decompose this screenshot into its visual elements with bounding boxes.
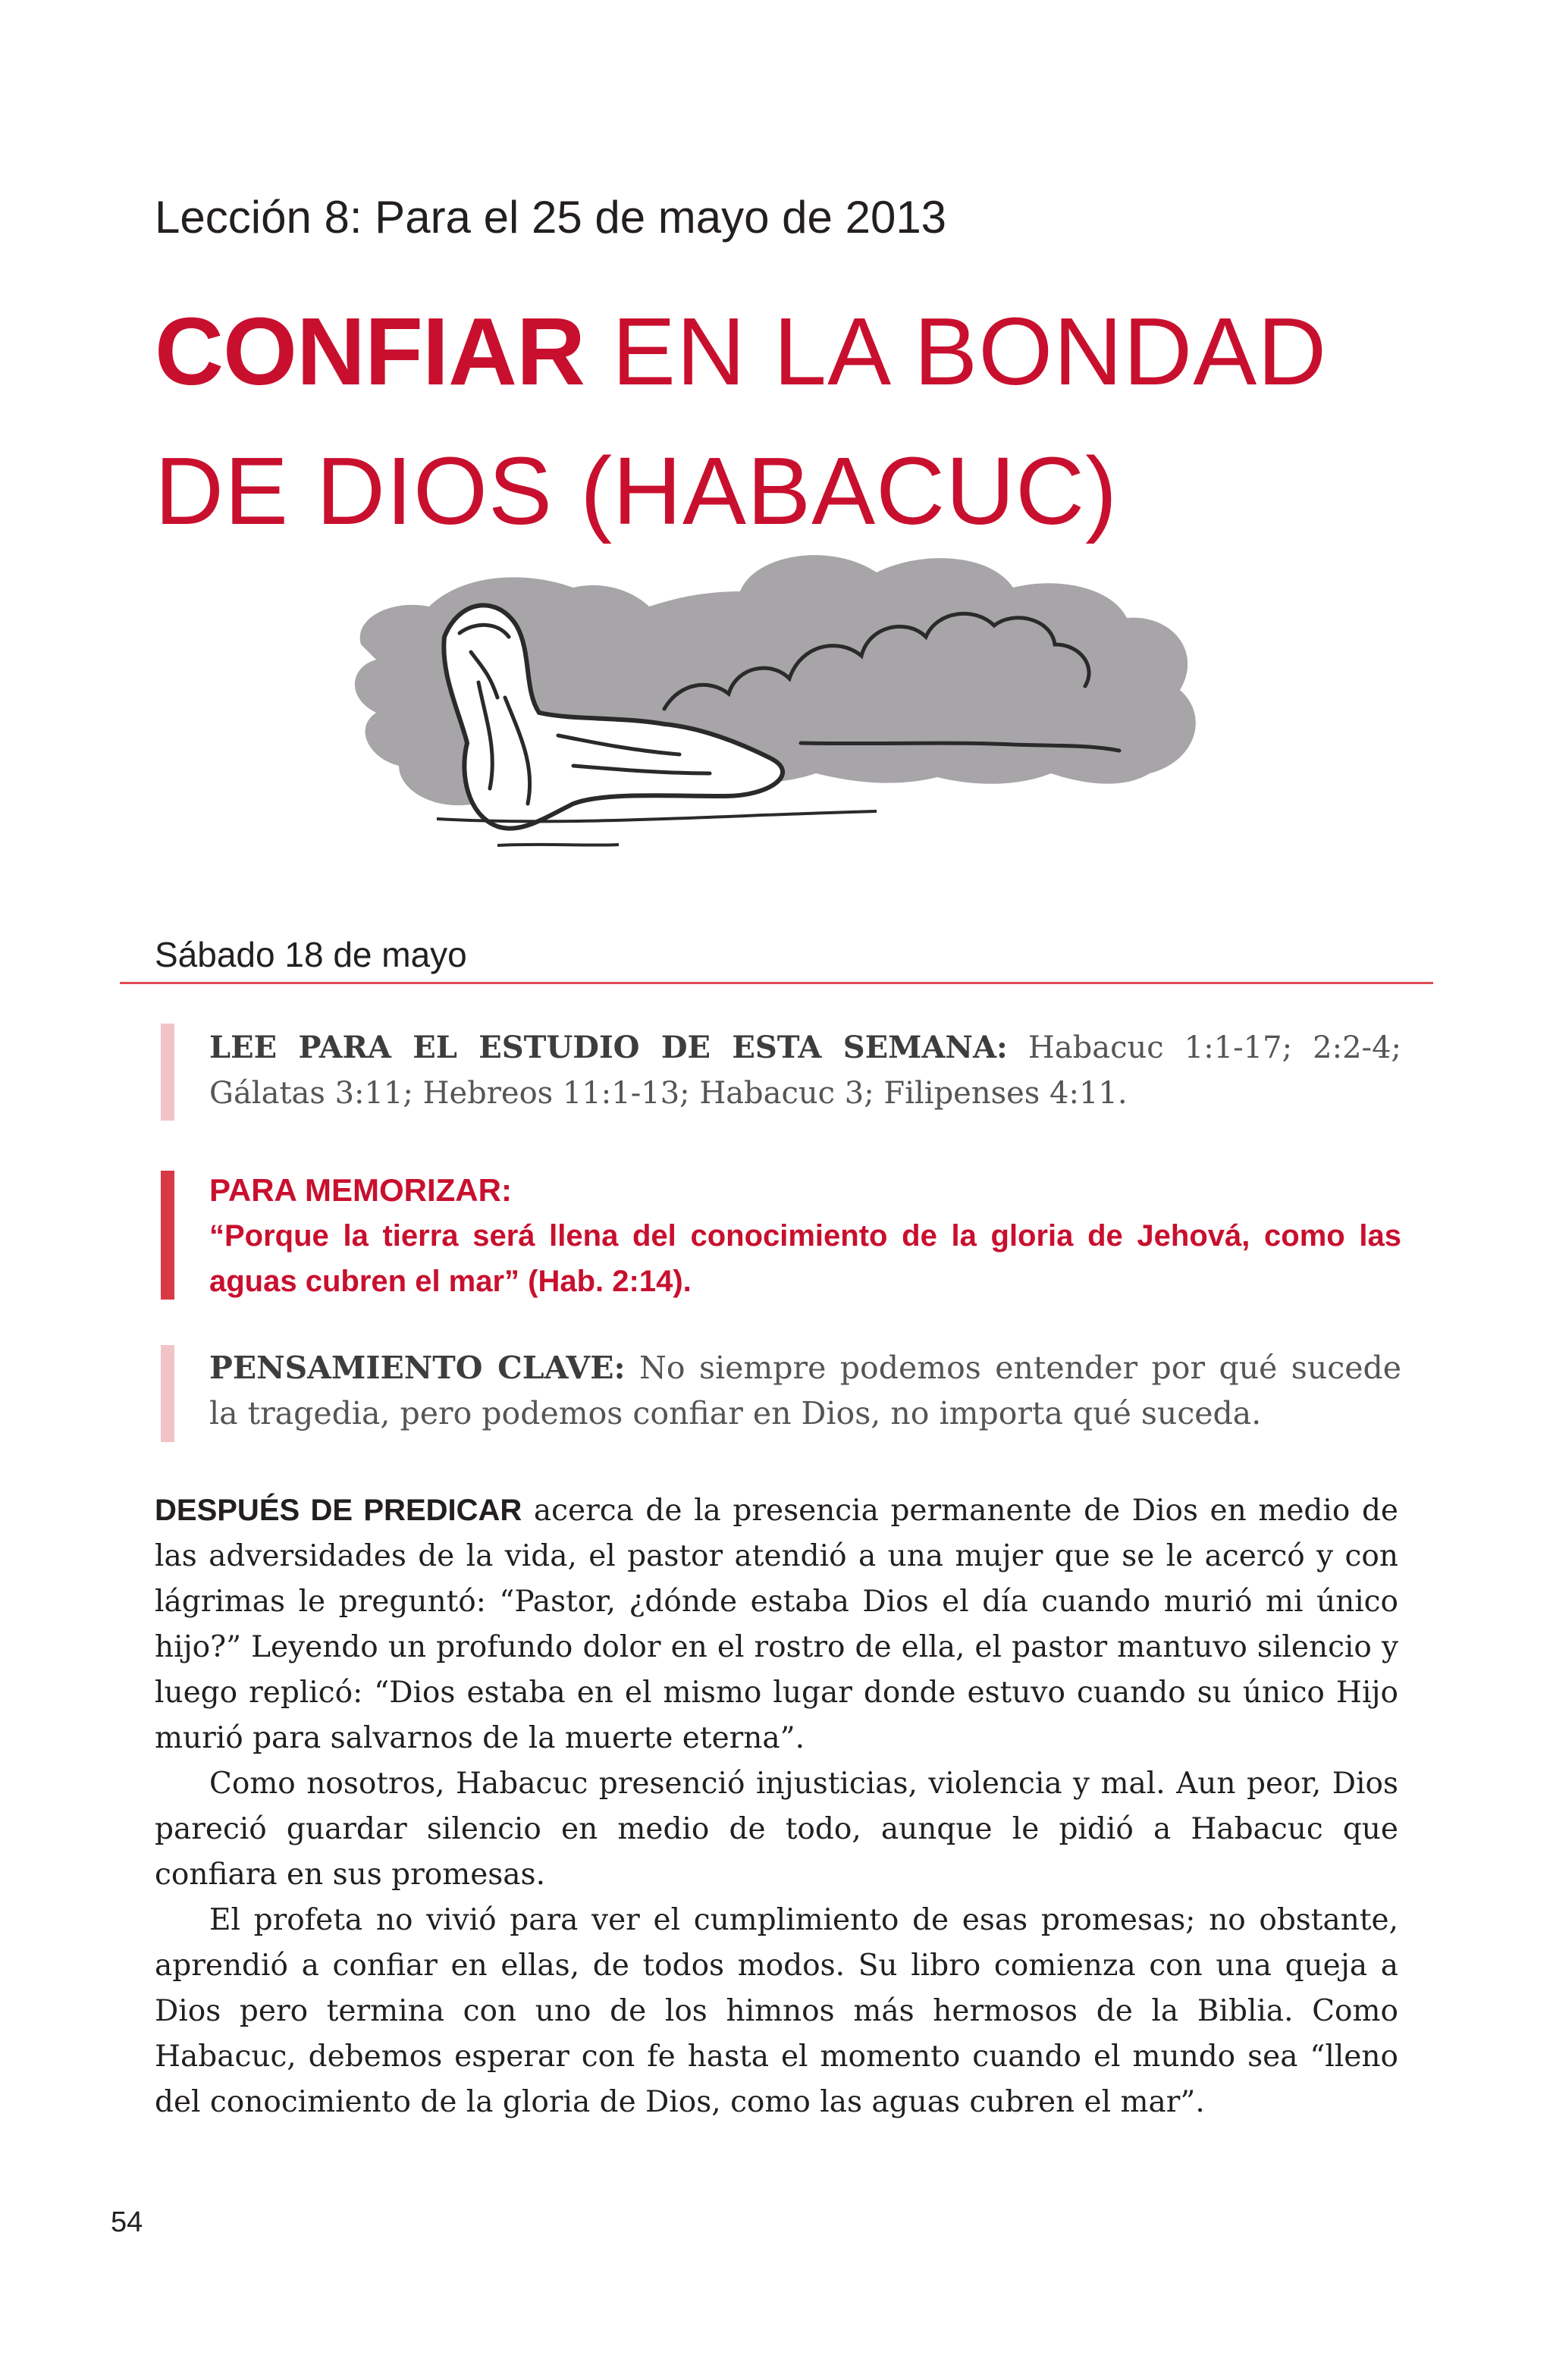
lesson-title-rest: EN LA BONDAD DE DIOS (HABACUC): [155, 298, 1328, 544]
body-paragraph-1: [155, 1488, 1398, 1761]
key-thought-label: PENSAMIENTO CLAVE:: [209, 1350, 626, 1386]
memory-verse-content: [209, 1168, 1401, 1304]
day-divider: [120, 982, 1433, 984]
body-paragraph-3: El profeta no vivió para ver el cumplimiento de esas promesas; no obstante, aprendió a confiar en ellas, de todos modos. Su libro comienza con una queja a Dios pero termina con uno de los himnos más hermosos de la Biblia. Como Habacuc, debemos esperar con fe hasta el momento cuando el mundo sea “lleno del conocimiento de la gloria de Dios, como las aguas cubren el mar”.: [155, 1903, 1398, 2119]
prophet-reclining-clouds-illustration: [346, 546, 1256, 864]
study-accent-bar: [161, 1024, 174, 1121]
lesson-title: [155, 282, 1444, 561]
key-thought-accent-bar: [161, 1345, 174, 1442]
key-thought-body: No siempre podemos entender por qué sucede la tragedia, pero podemos confiar en Dios, no importa qué suceda.: [209, 1350, 1401, 1431]
memory-verse-label: PARA MEMORIZAR:: [209, 1172, 512, 1208]
study-reading-refs: Habacuc 1:1-17; 2:2-4; Gálatas 3:11; Hebreos 11:1-13; Habacuc 3; Filipenses 4:11.: [209, 1030, 1402, 1111]
day-heading: Sábado 18 de mayo: [155, 935, 467, 974]
study-reading-label: LEE PARA EL ESTUDIO DE ESTA SEMANA:: [209, 1030, 1008, 1065]
body-paragraph-1-lead: DESPUÉS DE PREDICAR: [155, 1494, 522, 1527]
memory-accent-bar: [161, 1171, 174, 1300]
body-paragraph-2: Como nosotros, Habacuc presenció injusticias, violencia y mal. Aun peor, Dios pareció guardar silencio en medio de todo, aunque le pidió a Habacuc que confiara en sus promesas.: [155, 1767, 1398, 1892]
page-number: 54: [111, 2206, 143, 2238]
study-reading-box: [161, 1024, 1401, 1122]
lesson-title-emphasis: CONFIAR: [155, 298, 585, 405]
key-thought-text: [209, 1345, 1401, 1436]
lesson-body: [155, 1488, 1398, 2125]
key-thought-box: [161, 1345, 1401, 1444]
lesson-date-heading: Lección 8: Para el 25 de mayo de 2013: [155, 192, 947, 243]
memory-verse-box: [161, 1168, 1401, 1301]
study-reading-text: [209, 1025, 1401, 1116]
memory-verse-text: “Porque la tierra será llena del conocimiento de la gloria de Jehová, como las aguas cubren el mar” (Hab. 2:14).: [209, 1219, 1401, 1298]
body-paragraph-1-text: acerca de la presencia permanente de Dios en medio de las adversidades de la vida, el pastor atendió a una mujer que se le acercó y con lágrimas le preguntó: “Pastor, ¿dónde estaba Dios el día cuando murió mi único hijo?” Leyendo un profundo dolor en el rostro de ella, el pastor mantuvo silencio y luego replicó: “Dios estaba en el mismo lugar donde estuvo cuando su único Hijo murió para salvarnos de la muerte eterna”.: [155, 1494, 1398, 1755]
